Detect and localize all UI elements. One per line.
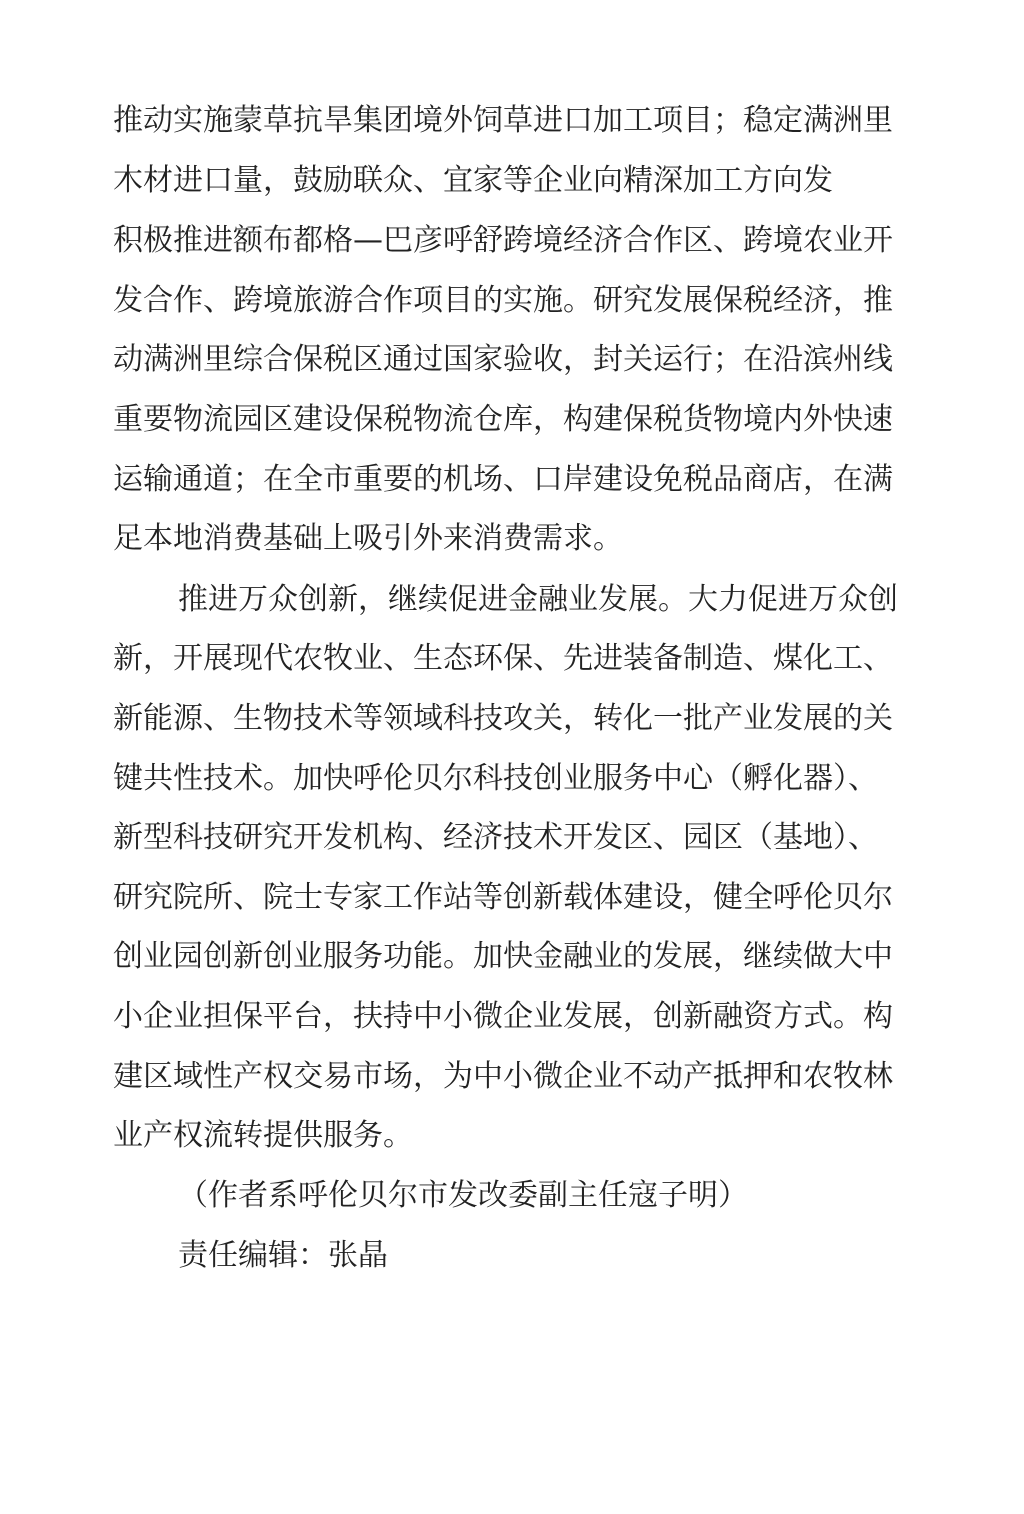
text-line: 动满洲里综合保税区通过国家验收，封关运行；在沿滨州线: [113, 342, 893, 377]
text-line: 业产权流转提供服务。: [113, 1118, 413, 1153]
text-line: 创业园创新创业服务功能。加快金融业的发展，继续做大中: [113, 939, 893, 974]
author-note: （作者系呼伦贝尔市发改委副主任寇子明）: [178, 1178, 748, 1213]
text-line: 重要物流园区建设保税物流仓库，构建保税货物境内外快速: [113, 402, 893, 437]
text-line: 发合作、跨境旅游合作项目的实施。研究发展保税经济，推: [113, 283, 893, 318]
text-line: 新型科技研究开发机构、经济技术开发区、园区（基地）、: [113, 820, 878, 855]
text-line: 新，开展现代农牧业、生态环保、先进装备制造、煤化工、: [113, 641, 893, 676]
text-line: 键共性技术。加快呼伦贝尔科技创业服务中心（孵化器）、: [113, 761, 878, 796]
text-line: 新能源、生物技术等领域科技攻关，转化一批产业发展的关: [113, 701, 893, 736]
text-line: 建区域性产权交易市场，为中小微企业不动产抵押和农牧林: [113, 1059, 893, 1094]
text-line: 研究院所、院士专家工作站等创新载体建设，健全呼伦贝尔: [113, 880, 893, 915]
text-line: 运输通道；在全市重要的机场、口岸建设免税品商店，在满: [113, 462, 893, 497]
text-line: 积极推进额布都格—巴彦呼舒跨境经济合作区、跨境农业开: [113, 223, 893, 258]
text-line: 推动实施蒙草抗旱集团境外饲草进口加工项目；稳定满洲里: [113, 103, 893, 138]
text-line: 木材进口量，鼓励联众、宜家等企业向精深加工方向发: [113, 163, 833, 198]
text-line: 足本地消费基础上吸引外来消费需求。: [113, 521, 623, 556]
editor-credit: 责任编辑：张晶: [178, 1238, 388, 1273]
paragraph-first-line: 推进万众创新，继续促进金融业发展。大力促进万众创: [178, 582, 898, 617]
text-line: 小企业担保平台，扶持中小微企业发展，创新融资方式。构: [113, 999, 893, 1034]
